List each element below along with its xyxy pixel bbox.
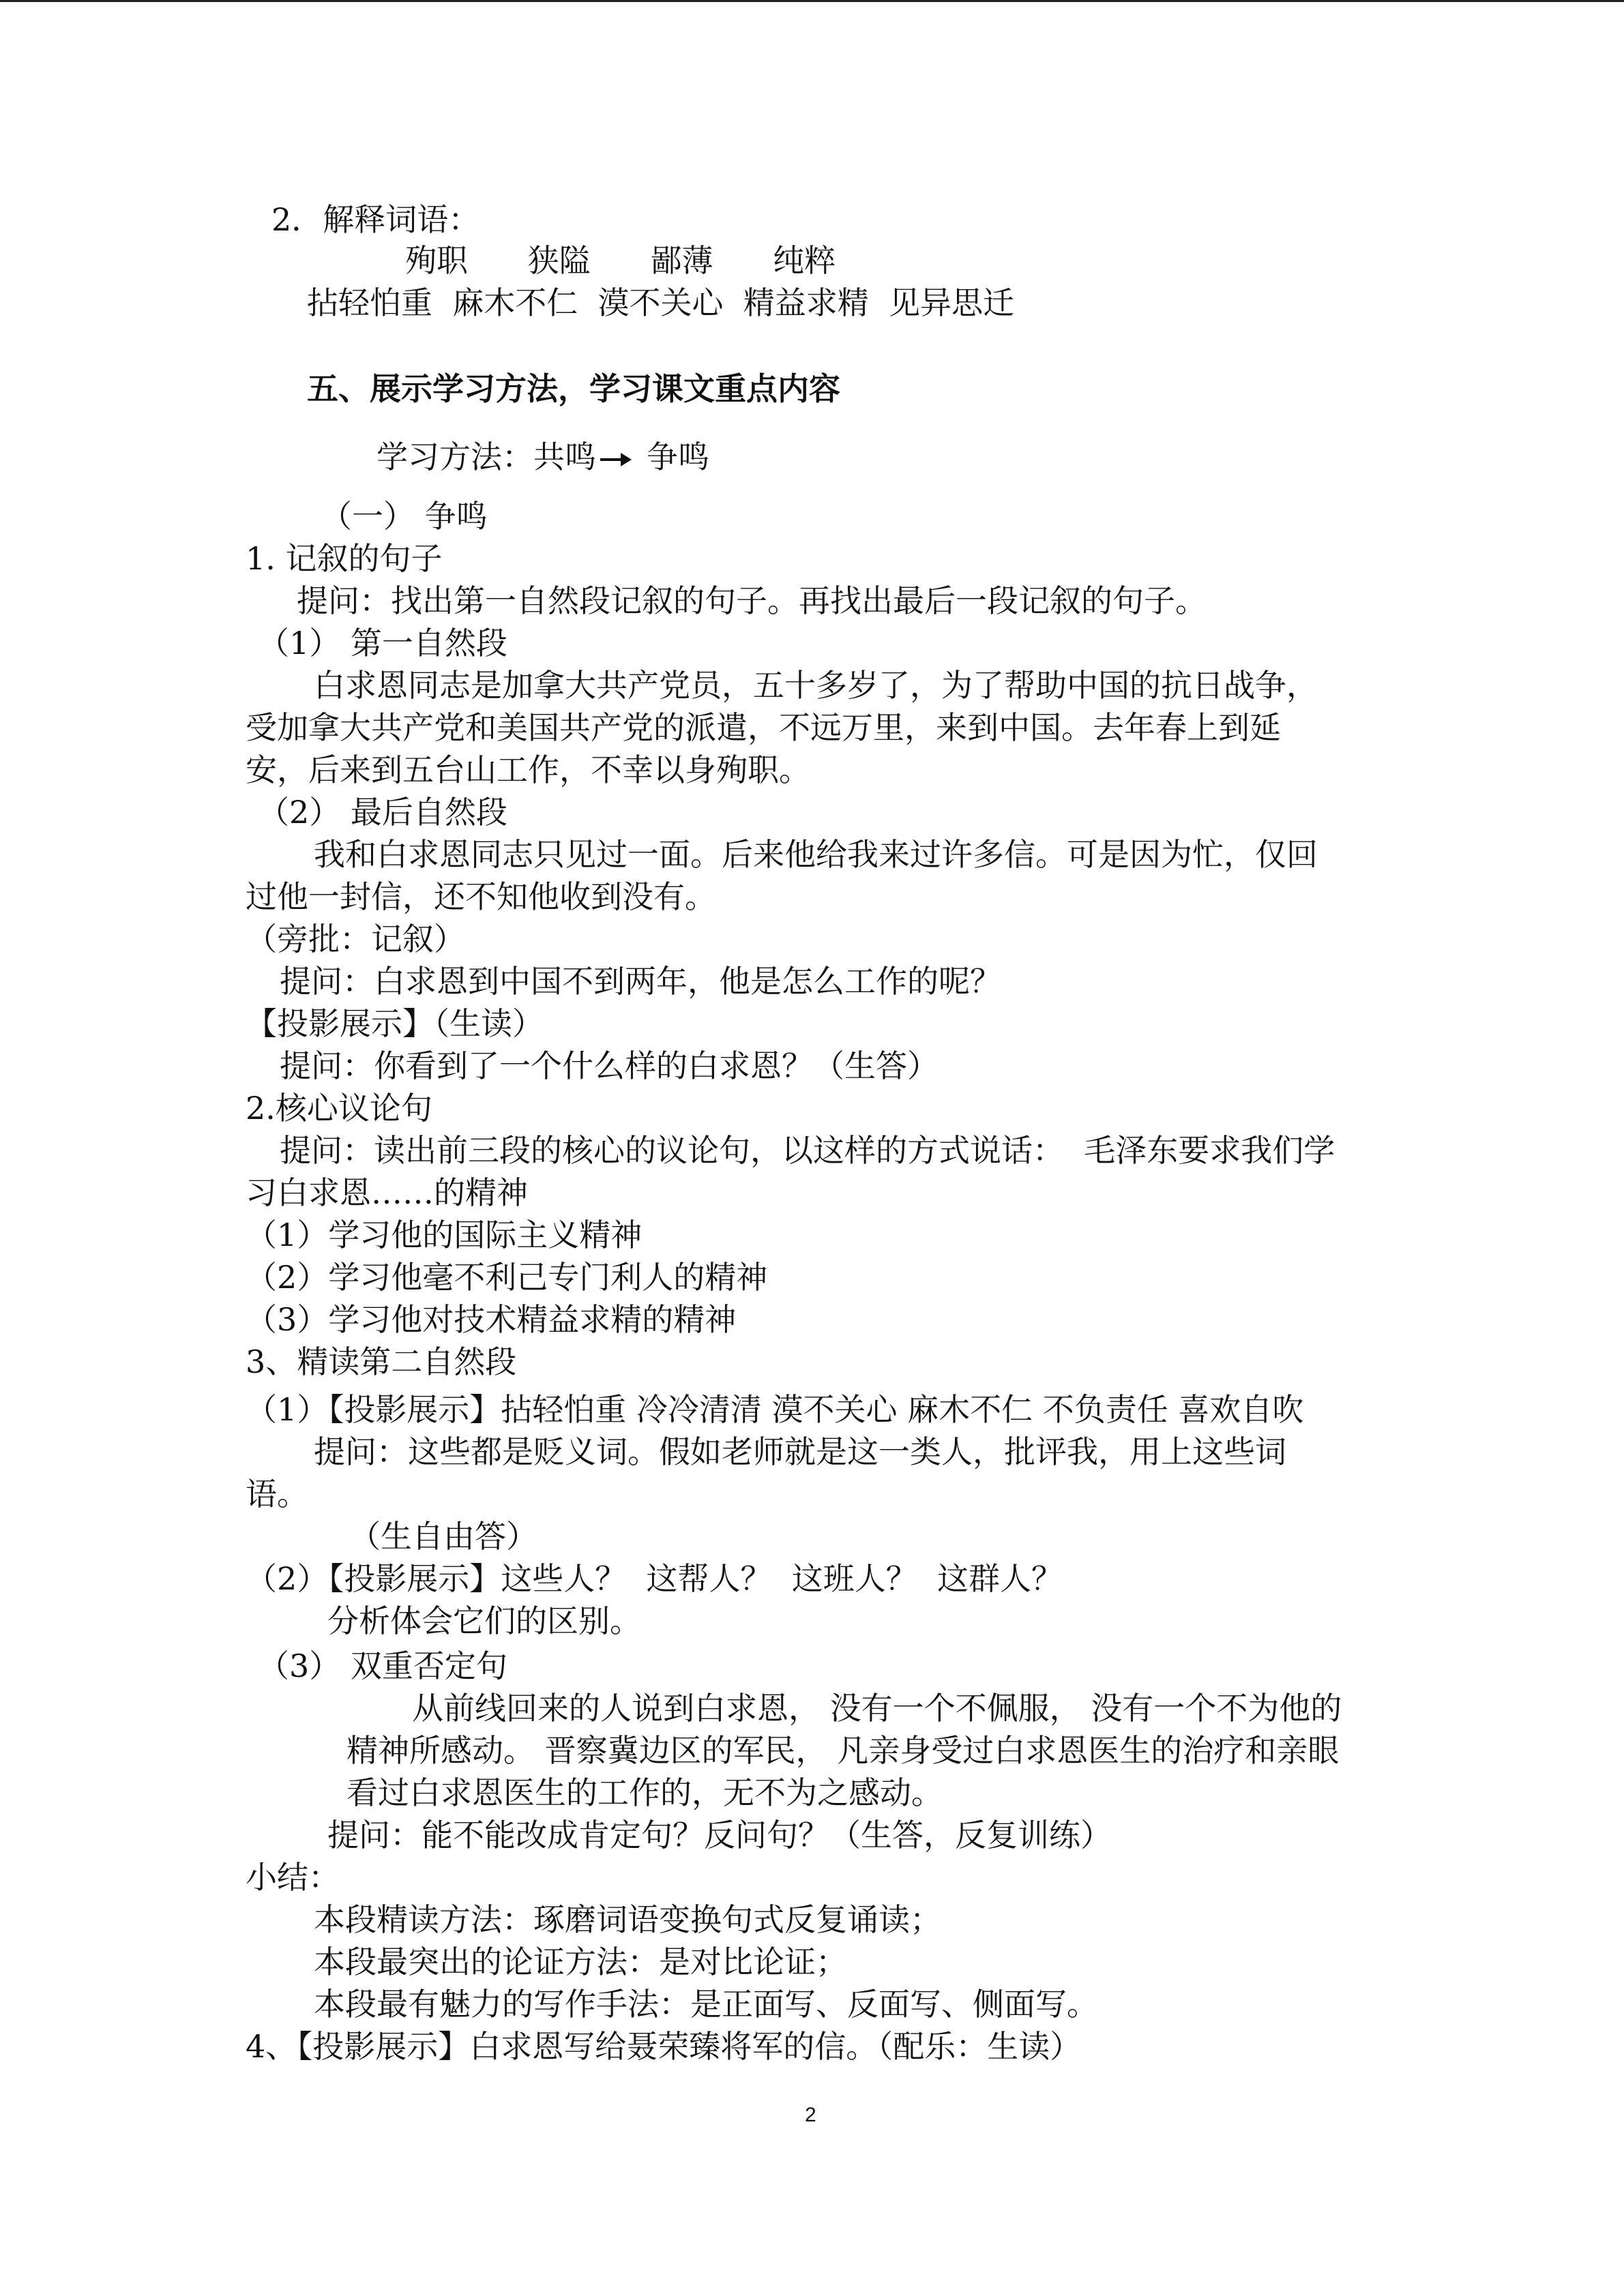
summary-title: 小结： <box>246 1859 340 1896</box>
item3-1: （1）【投影展示】拈轻怕重 冷冷清清 漠不关心 麻木不仁 不负责任 喜欢自吹 <box>246 1391 1304 1428</box>
item3-2: （2）【投影展示】这些人？ 这帮人？ 这班人？ 这群人？ <box>246 1560 1063 1597</box>
item3-3-line-2: 精神所感动。 晋察冀边区的军民， 凡亲身受过白求恩医生的治疗和亲眼 <box>346 1732 1340 1769</box>
vocab-row-1: 殉职 狭隘 鄙薄 纯粹 <box>405 242 836 279</box>
item2-point-3: （3）学习他对技术精益求精的精神 <box>246 1301 737 1338</box>
projection-1: 【投影展示】（生读） <box>246 1005 544 1042</box>
item4: 4、【投影展示】白求恩写给聂荣臻将军的信。（配乐：生读） <box>246 2028 1082 2065</box>
sub1-text-line-3: 安，后来到五台山工作，不幸以身殉职。 <box>246 751 810 788</box>
question-2: 提问：白求恩到中国不到两年，他是怎么工作的呢？ <box>280 963 1001 1000</box>
item2-point-1: （1）学习他的国际主义精神 <box>246 1217 643 1253</box>
question-3: 提问：你看到了一个什么样的白求恩？（生答） <box>280 1047 939 1084</box>
item3-1-question-line-2: 语。 <box>246 1476 308 1512</box>
item3-3-question: 提问：能不能改成肯定句？反问句？（生答，反复训练） <box>327 1817 1112 1853</box>
section2-heading: 2．解释词语： <box>271 201 480 238</box>
item3-1-answer: （生自由答） <box>349 1518 537 1555</box>
item1-question: 提问：找出第一自然段记叙的句子。再找出最后一段记叙的句子。 <box>297 582 1207 619</box>
summary-1: 本段精读方法：琢磨词语变换句式反复诵读； <box>314 1901 941 1938</box>
item3-3-line-3: 看过白求恩医生的工作的，无不为之感动。 <box>346 1774 943 1811</box>
study-method-label: 学习方法：共鸣 <box>377 438 596 475</box>
item3-2-note: 分析体会它们的区别。 <box>327 1602 641 1639</box>
study-method <box>377 436 709 477</box>
sub2-text-line-1: 我和白求恩同志只见过一面。后来他给我来过许多信。可是因为忙，仅回 <box>314 836 1318 873</box>
vocab-row-2: 拈轻怕重 麻木不仁 漠不关心 精益求精 见异思迁 <box>307 284 1014 321</box>
sub2-text-line-2: 过他一封信，还不知他收到没有。 <box>246 878 716 915</box>
page-top-border <box>0 0 1624 2</box>
item2-title: 2.核心议论句 <box>246 1090 432 1127</box>
item2-question-line-1: 提问：读出前三段的核心的议论句，以这样的方式说话： 毛泽东要求我们学 <box>280 1132 1335 1169</box>
sub2-title: （2） 最后自然段 <box>258 794 507 831</box>
summary-2: 本段最突出的论证方法：是对比论证； <box>314 1943 847 1980</box>
right-arrow-icon <box>599 446 633 473</box>
item3-1-question-line-1: 提问：这些都是贬义词。假如老师就是这一类人，批评我，用上这些词 <box>314 1433 1286 1470</box>
side-note: （旁批：记叙） <box>246 921 465 957</box>
sub1-text-line-2: 受加拿大共产党和美国共产党的派遣，不远万里，来到中国。去年春上到延 <box>246 709 1281 746</box>
sub1-text-line-1: 白求恩同志是加拿大共产党员，五十多岁了，为了帮助中国的抗日战争， <box>314 667 1318 704</box>
item3-3-line-1: 从前线回来的人说到白求恩， 没有一个不佩服， 没有一个不为他的 <box>412 1690 1342 1727</box>
item2-question-line-2: 习白求恩……的精神 <box>246 1174 528 1211</box>
sub1-title: （1） 第一自然段 <box>258 625 507 661</box>
item3-3: （3） 双重否定句 <box>258 1648 507 1684</box>
summary-3: 本段最有魅力的写作手法：是正面写、反面写、侧面写。 <box>314 1986 1098 2023</box>
page-number: 2 <box>805 2104 816 2126</box>
item2-point-2: （2）学习他毫不利己专门利人的精神 <box>246 1259 768 1296</box>
item3-title: 3、精读第二自然段 <box>246 1343 517 1380</box>
part1-heading: （一） 争鸣 <box>321 498 488 535</box>
study-method-target: 争鸣 <box>647 438 709 475</box>
section5-heading: 五、展示学习方法，学习课文重点内容 <box>307 370 840 407</box>
item1-title: 1. 记叙的句子 <box>246 540 443 577</box>
